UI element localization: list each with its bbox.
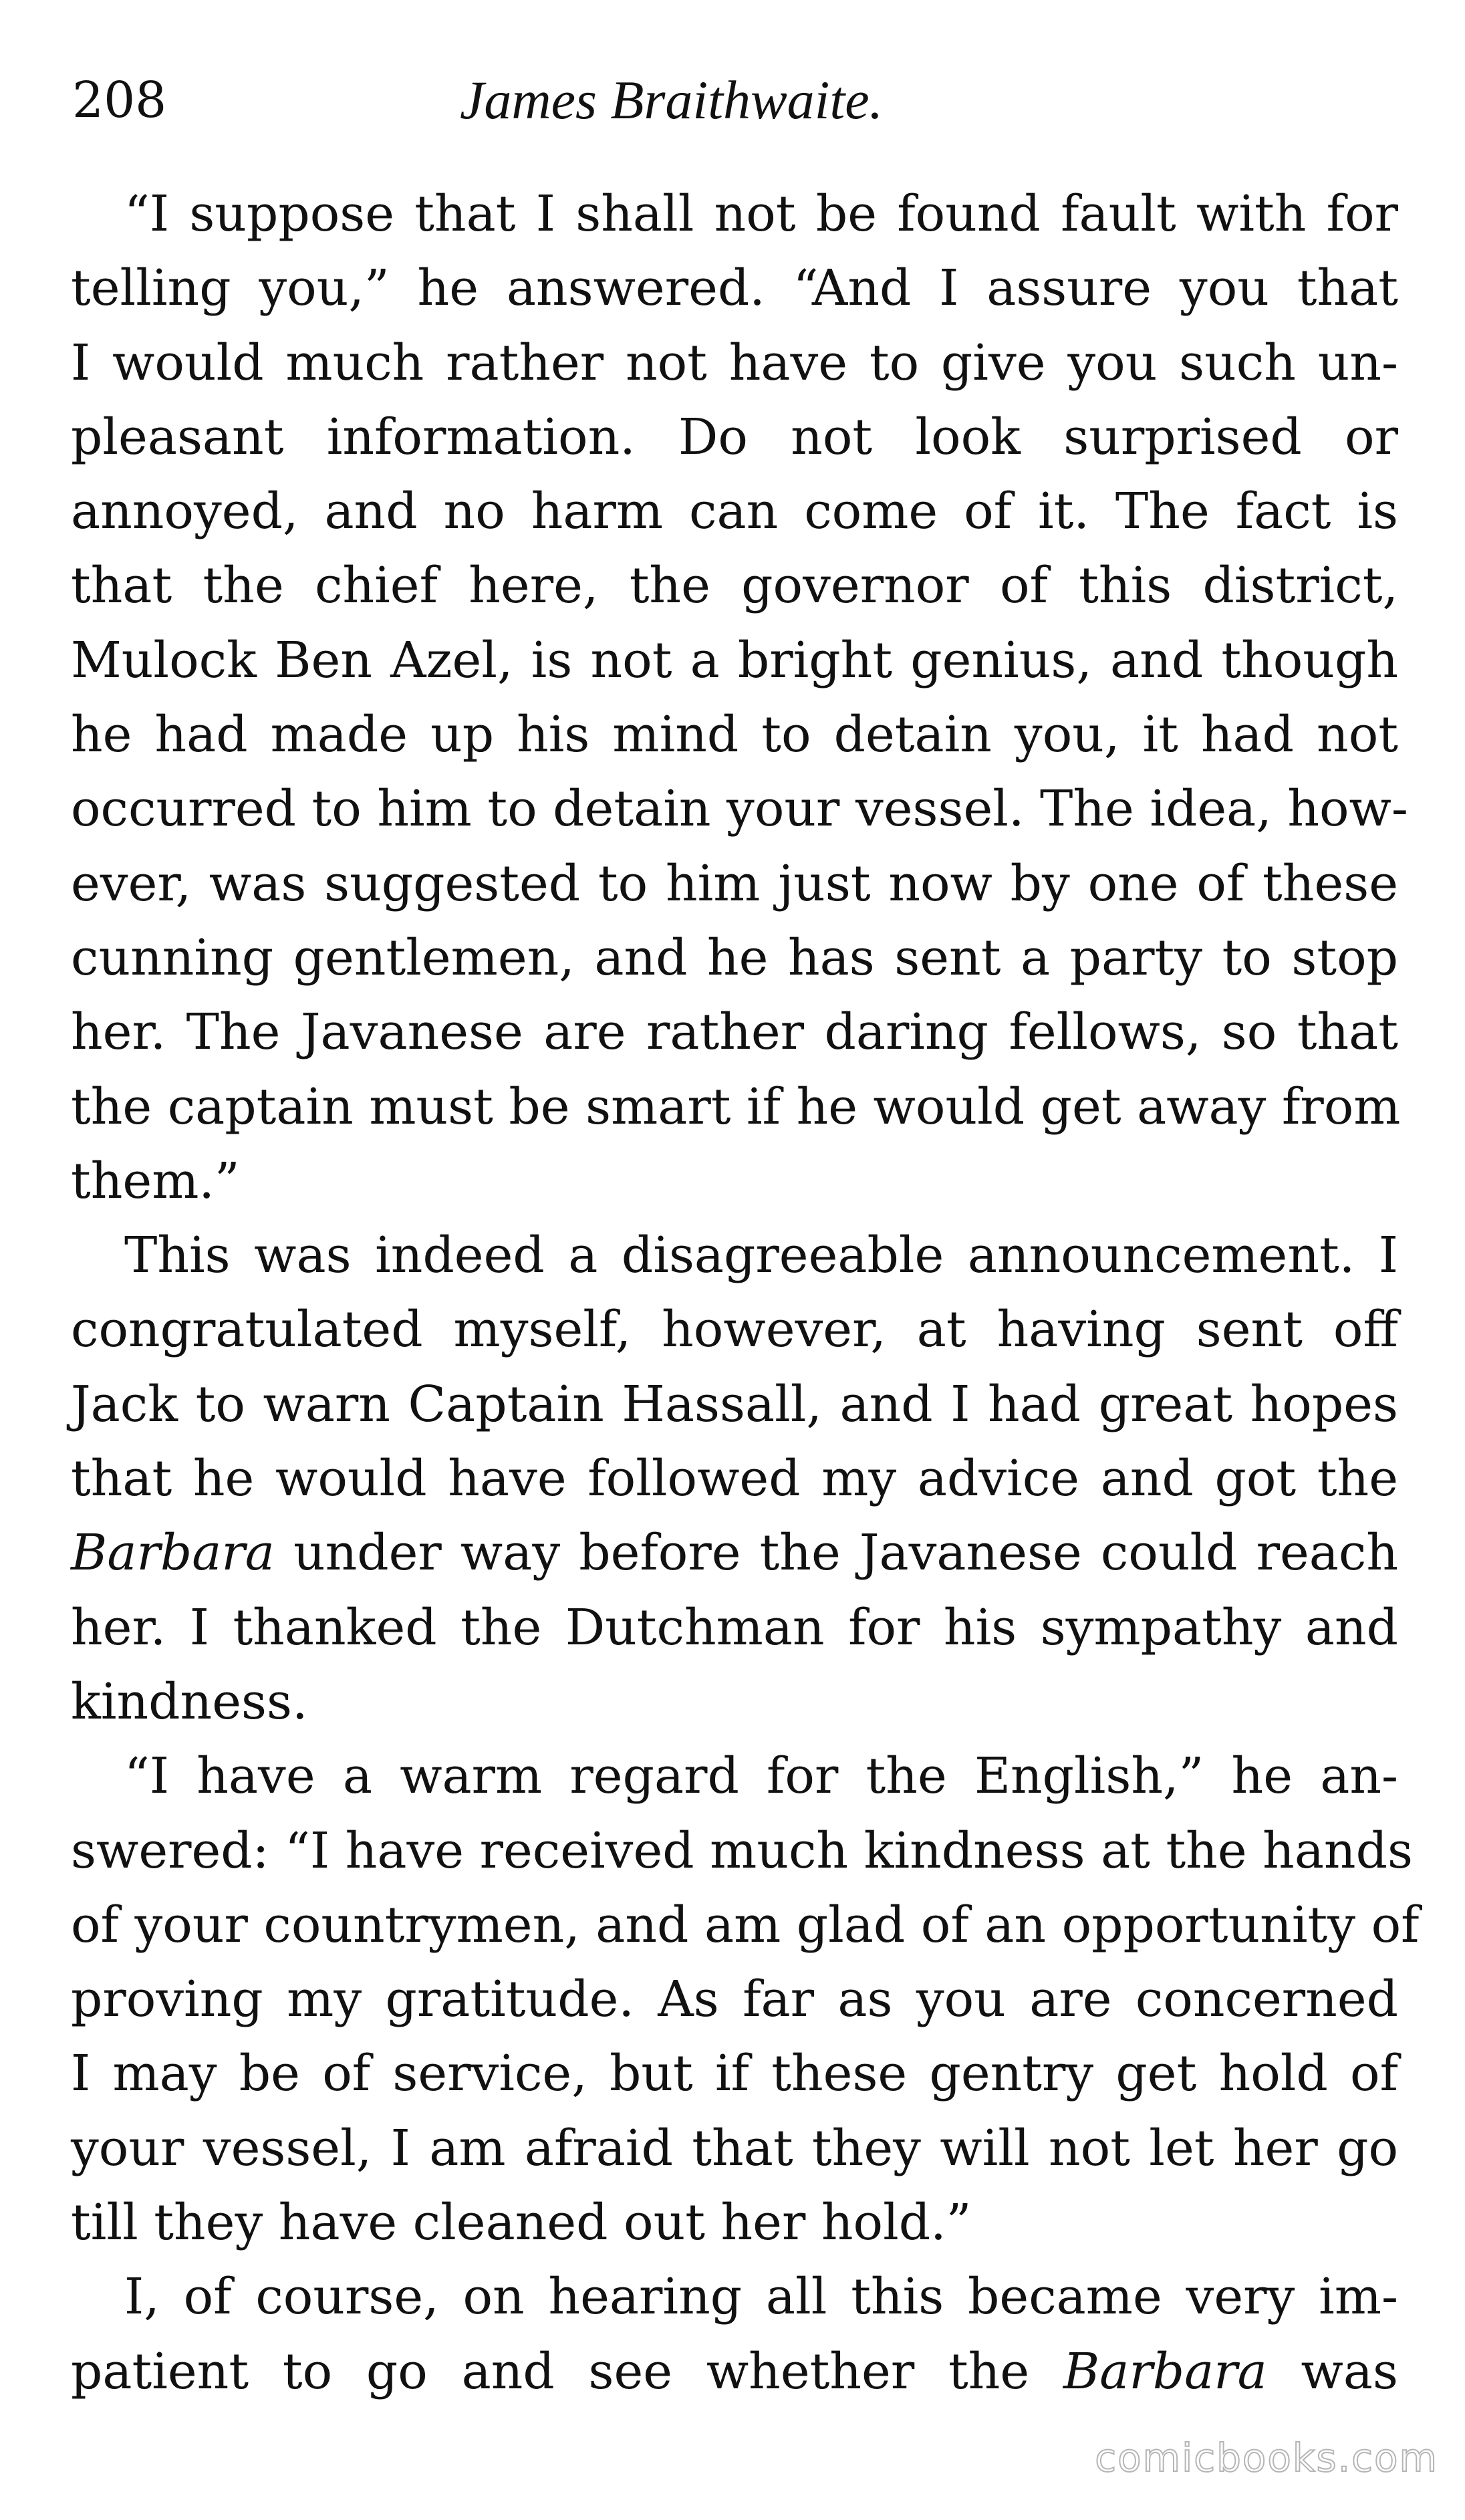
page-number: 208	[72, 72, 167, 129]
text-line: her. The Javanese are rather daring fellows, so that	[71, 1003, 1398, 1061]
page-header	[72, 64, 1393, 137]
text-line: till they have cleaned out her hold.”	[71, 2194, 972, 2252]
text-line: occurred to him to detain your vessel. The idea, how-	[71, 780, 1408, 838]
text-line: ever, was suggested to him just now by one of these	[71, 854, 1398, 912]
text-line: I would much rather not have to give you such un-	[71, 334, 1398, 392]
text-line: I, of course, on hearing all this became very im-	[124, 2268, 1398, 2326]
text-line: swered: “I have received much kindness at the hands	[71, 1821, 1413, 1880]
text-line: of your countrymen, and am glad of an opportunity of	[71, 1896, 1420, 1954]
text-line: “I have a warm regard for the English,” he an-	[124, 1747, 1398, 1805]
text-line: congratulated myself, however, at having sent off	[71, 1301, 1398, 1359]
text-line: This was indeed a disagreeable announcement. I	[124, 1227, 1398, 1285]
text-line: proving my gratitude. As far as you are concerned	[71, 1971, 1398, 2029]
text-line: patient to go and see whether the Barbara was	[71, 2342, 1398, 2400]
text-line: annoyed, and no harm can come of it. The fact is	[71, 483, 1398, 541]
text-line: “I suppose that I shall not be found fault with for	[124, 185, 1398, 243]
text-line: I may be of service, but if these gentry get hold of	[71, 2045, 1398, 2103]
body-text	[71, 177, 1420, 2409]
text-line: he had made up his mind to detain you, it had not	[71, 706, 1398, 764]
text-line: Barbara under way before the Javanese could reach	[71, 1524, 1398, 1582]
running-title: James Braithwaite.	[460, 70, 884, 130]
text-line: Jack to warn Captain Hassall, and I had great hopes	[71, 1375, 1398, 1433]
text-line: her. I thanked the Dutchman for his sympathy and	[71, 1598, 1398, 1656]
text-line: the captain must be smart if he would get away from	[71, 1078, 1401, 1136]
text-line: cunning gentlemen, and he has sent a party to stop	[71, 928, 1398, 987]
text-line: that the chief here, the governor of this district,	[71, 557, 1398, 615]
text-line: your vessel, I am afraid that they will not let her go	[71, 2119, 1398, 2177]
text-line: kindness.	[71, 1672, 308, 1731]
text-line: that he would have followed my advice and got the	[71, 1450, 1398, 1508]
text-line: pleasant information. Do not look surprised or	[71, 408, 1398, 466]
ship-name: Barbara	[71, 1524, 275, 1582]
text-line: them.”	[71, 1152, 240, 1210]
watermark: comicbooks.com	[1095, 2435, 1438, 2481]
text-line: telling you,” he answered. “And I assure you that	[71, 259, 1398, 318]
text-line: Mulock Ben Azel, is not a bright genius, and though	[71, 631, 1398, 689]
ship-name: Barbara	[1063, 2342, 1267, 2400]
